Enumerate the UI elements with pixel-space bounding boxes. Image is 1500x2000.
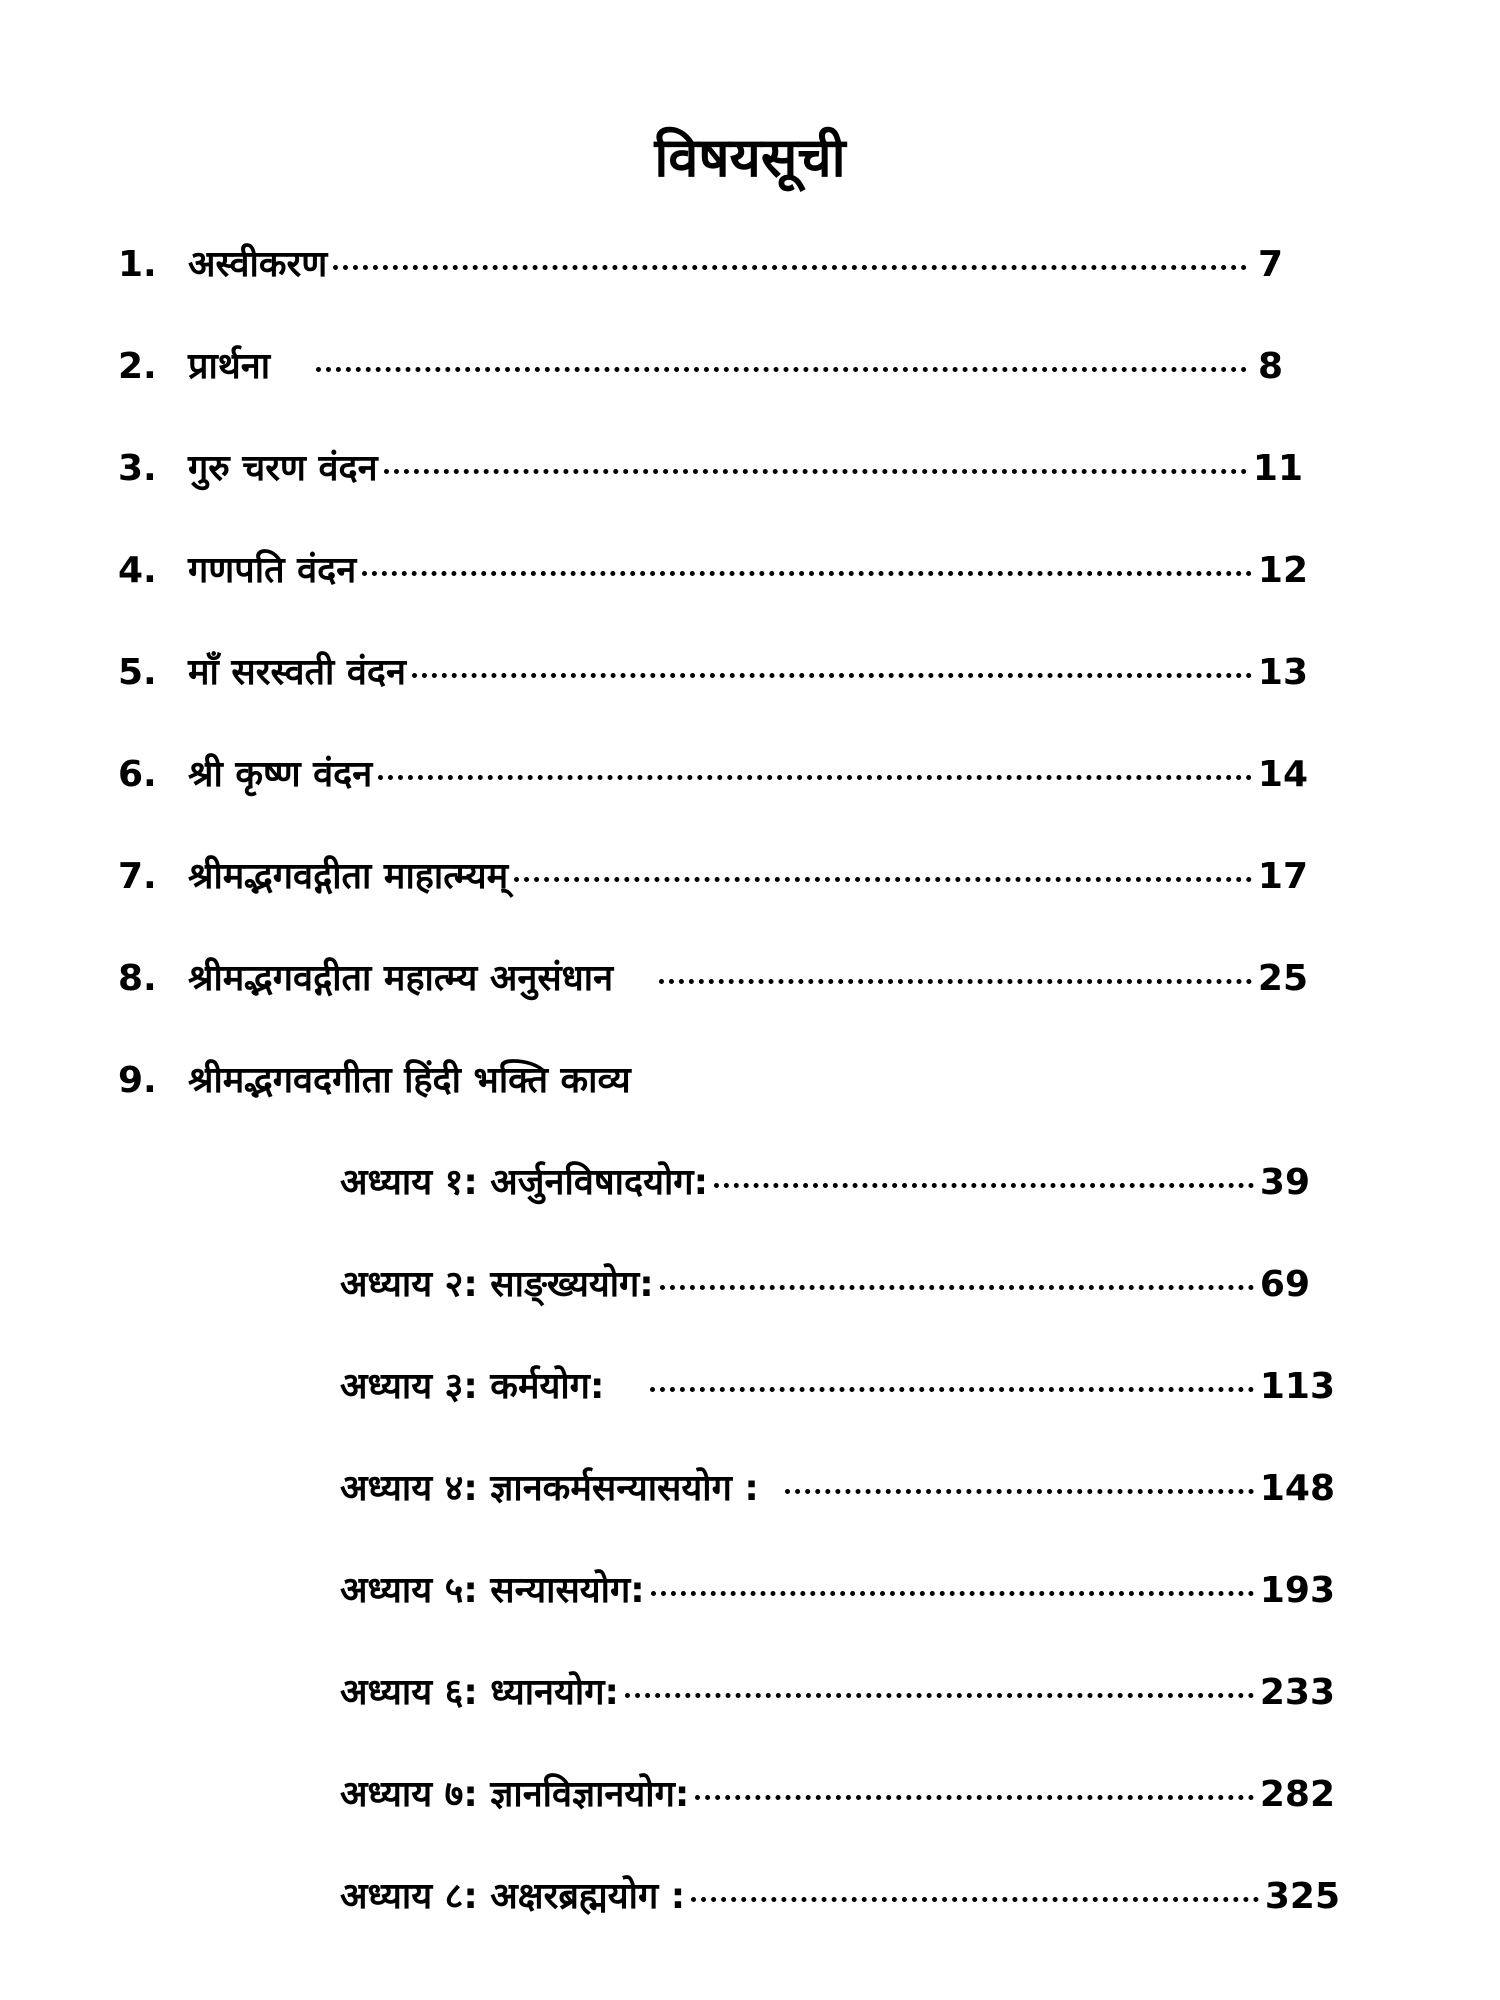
entry-page: 11 bbox=[1252, 448, 1303, 489]
chapter-entry bbox=[340, 1663, 1335, 1723]
toc-entry bbox=[118, 745, 1308, 805]
entry-number: 8. bbox=[118, 958, 157, 999]
chapter-label: अध्याय ६: ध्यानयोग: bbox=[340, 1672, 619, 1713]
chapter-entry bbox=[340, 1765, 1335, 1825]
entry-number: 1. bbox=[118, 244, 157, 285]
dot-leader bbox=[650, 1387, 1253, 1392]
entry-label: गणपति वंदन bbox=[188, 550, 357, 591]
chapter-page: 193 bbox=[1259, 1570, 1335, 1611]
chapter-entry bbox=[340, 1561, 1335, 1621]
entry-page: 7 bbox=[1257, 244, 1283, 285]
chapter-page: 69 bbox=[1259, 1264, 1310, 1305]
entry-number: 9. bbox=[118, 1060, 157, 1101]
toc-entry bbox=[118, 643, 1308, 703]
chapter-label: अध्याय १: अर्जुनविषादयोग: bbox=[340, 1162, 708, 1203]
chapter-entry bbox=[340, 1867, 1340, 1927]
chapter-label: अध्याय ३: कर्मयोग: bbox=[340, 1366, 605, 1407]
dot-leader bbox=[412, 673, 1252, 678]
dot-leader bbox=[384, 469, 1247, 474]
dot-leader bbox=[378, 775, 1252, 780]
chapter-label: अध्याय ४: ज्ञानकर्मसन्यासयोग : bbox=[340, 1468, 759, 1509]
dot-leader bbox=[785, 1489, 1254, 1494]
dot-leader bbox=[625, 1693, 1254, 1698]
toc-entry bbox=[118, 1051, 1308, 1111]
entry-label: श्रीमद्भगवद्गीता माहात्म्यम् bbox=[188, 856, 509, 897]
chapter-page: 325 bbox=[1264, 1876, 1340, 1917]
chapter-page: 148 bbox=[1259, 1468, 1335, 1509]
chapter-label: अध्याय ८: अक्षरब्रह्मयोग : bbox=[340, 1876, 686, 1917]
entry-number: 4. bbox=[118, 550, 157, 591]
entry-label: गुरु चरण वंदन bbox=[188, 448, 378, 489]
dot-leader bbox=[660, 1285, 1254, 1290]
dot-leader bbox=[651, 1591, 1254, 1596]
toc-entry bbox=[118, 541, 1308, 601]
dot-leader bbox=[333, 265, 1247, 270]
entry-label: अस्वीकरण bbox=[188, 244, 328, 285]
toc-entry bbox=[118, 337, 1283, 397]
toc-entry bbox=[118, 235, 1283, 295]
entry-page: 8 bbox=[1257, 346, 1283, 387]
chapter-page: 233 bbox=[1259, 1672, 1335, 1713]
toc-entry bbox=[118, 847, 1308, 907]
entry-number: 5. bbox=[118, 652, 157, 693]
chapter-label: अध्याय ५: सन्यासयोग: bbox=[340, 1570, 645, 1611]
entry-page: 14 bbox=[1257, 754, 1308, 795]
chapter-page: 282 bbox=[1259, 1774, 1335, 1815]
chapter-entry bbox=[340, 1255, 1310, 1315]
entry-page: 17 bbox=[1257, 856, 1308, 897]
entry-number: 7. bbox=[118, 856, 157, 897]
chapter-entry bbox=[340, 1459, 1335, 1519]
chapter-entry bbox=[340, 1153, 1310, 1213]
entry-number: 6. bbox=[118, 754, 157, 795]
entry-label: श्रीमद्भगवद्गीता महात्म्य अनुसंधान bbox=[188, 958, 614, 999]
chapter-label: अध्याय ७: ज्ञानविज्ञानयोग: bbox=[340, 1774, 690, 1815]
entry-label: श्री कृष्ण वंदन bbox=[188, 754, 373, 795]
entry-page: 25 bbox=[1257, 958, 1308, 999]
entry-number: 2. bbox=[118, 346, 157, 387]
dot-leader bbox=[659, 979, 1252, 984]
entry-page: 12 bbox=[1257, 550, 1308, 591]
chapter-label: अध्याय २: साङ्ख्ययोग: bbox=[340, 1264, 654, 1305]
dot-leader bbox=[695, 1795, 1254, 1800]
dot-leader bbox=[714, 1183, 1254, 1188]
entry-number: 3. bbox=[118, 448, 157, 489]
chapter-entry bbox=[340, 1357, 1335, 1417]
dot-leader bbox=[362, 571, 1252, 576]
dot-leader bbox=[316, 367, 1247, 372]
dot-leader bbox=[514, 877, 1252, 882]
entry-page: 13 bbox=[1257, 652, 1308, 693]
page-title: विषयसूची bbox=[654, 126, 846, 189]
toc-entry bbox=[118, 949, 1308, 1009]
chapter-page: 39 bbox=[1259, 1162, 1310, 1203]
toc-entry bbox=[118, 439, 1303, 499]
dot-leader bbox=[691, 1897, 1259, 1902]
entry-label: श्रीमद्भगवदगीता हिंदी भक्ति काव्य bbox=[188, 1060, 631, 1101]
entry-label: माँ सरस्वती वंदन bbox=[188, 652, 406, 693]
entry-label: प्रार्थना bbox=[188, 346, 271, 387]
chapter-page: 113 bbox=[1259, 1366, 1335, 1407]
